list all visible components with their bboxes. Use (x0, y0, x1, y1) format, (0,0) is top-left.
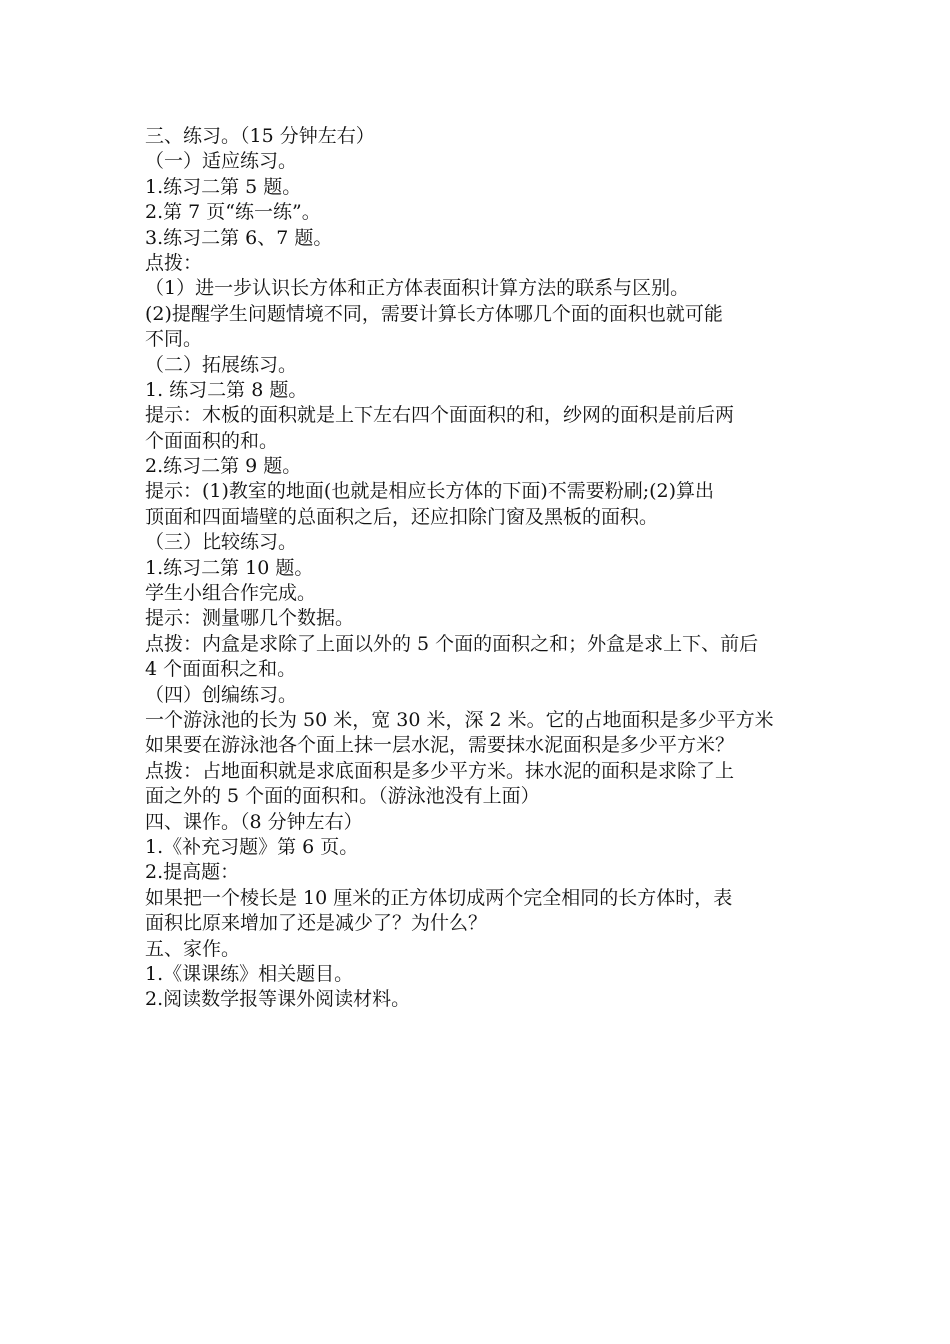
text-line: 学生小组合作完成。 (145, 582, 317, 605)
text-line: 个面面积的和。 (145, 429, 279, 452)
subheading-comparison-practice: （三）比较练习。 (145, 531, 298, 554)
text-line: (2)提醒学生问题情境不同，需要计算长方体哪几个面的面积也就可能 (145, 302, 723, 325)
text-line: 顶面和四面墙壁的总面积之后，还应扣除门窗及黑板的面积。 (145, 505, 659, 528)
text-line: 1.练习二第 10 题。 (145, 556, 314, 579)
text-line: 4 个面面积之和。 (145, 658, 297, 681)
text-line: 点拨：占地面积就是求底面积是多少平方米。抹水泥的面积是求除了上 (145, 759, 735, 782)
text-line: （1）进一步认识长方体和正方体表面积计算方法的联系与区别。 (145, 277, 690, 300)
text-line: 2.提高题： (145, 861, 240, 884)
text-line: 提示：(1)教室的地面(也就是相应长方体的下面)不需要粉刷;(2)算出 (145, 480, 715, 503)
text-line: 1.《补充习题》第 6 页。 (145, 835, 359, 858)
text-line: 2.阅读数学报等课外阅读材料。 (145, 988, 411, 1011)
text-line: 一个游泳池的长为 50 米，宽 30 米，深 2 米。它的占地面积是多少平方米 (145, 708, 774, 731)
text-line: 1.练习二第 5 题。 (145, 175, 302, 198)
text-line: 不同。 (145, 328, 203, 351)
text-line: 2.练习二第 9 题。 (145, 455, 302, 478)
text-line: 面之外的 5 个面的面积和。（游泳池没有上面） (145, 785, 540, 808)
text-line: 提示：测量哪几个数据。 (145, 607, 355, 630)
text-line: 面积比原来增加了还是减少了？为什么？ (145, 912, 488, 935)
text-line: 点拨：内盒是求除了上面以外的 5 个面的面积之和；外盒是求上下、前后 (145, 632, 759, 655)
text-line: 3.练习二第 6、7 题。 (145, 226, 333, 249)
text-line: 如果把一个棱长是 10 厘米的正方体切成两个完全相同的长方体时，表 (145, 886, 733, 909)
text-line: 提示：木板的面积就是上下左右四个面面积的和，纱网的面积是前后两 (145, 404, 735, 427)
text-line: 1.《课课练》相关题目。 (145, 962, 354, 985)
text-line: 1. 练习二第 8 题。 (145, 378, 308, 401)
text-line: 2.第 7 页“练一练”。 (145, 201, 321, 224)
subheading-adaptive-practice: （一）适应练习。 (145, 150, 298, 173)
text-line: 如果要在游泳池各个面上抹一层水泥，需要抹水泥面积是多少平方米？ (145, 734, 735, 757)
text-line: 点拨： (145, 251, 203, 274)
document-body (145, 124, 810, 1013)
section-heading-classwork: 四、课作。（8 分钟左右） (145, 810, 363, 833)
subheading-creative-practice: （四）创编练习。 (145, 683, 298, 706)
section-heading-homework: 五、家作。 (145, 937, 241, 960)
section-heading-practice: 三、练习。（15 分钟左右） (145, 125, 375, 147)
subheading-extension-practice: （二）拓展练习。 (145, 353, 298, 376)
